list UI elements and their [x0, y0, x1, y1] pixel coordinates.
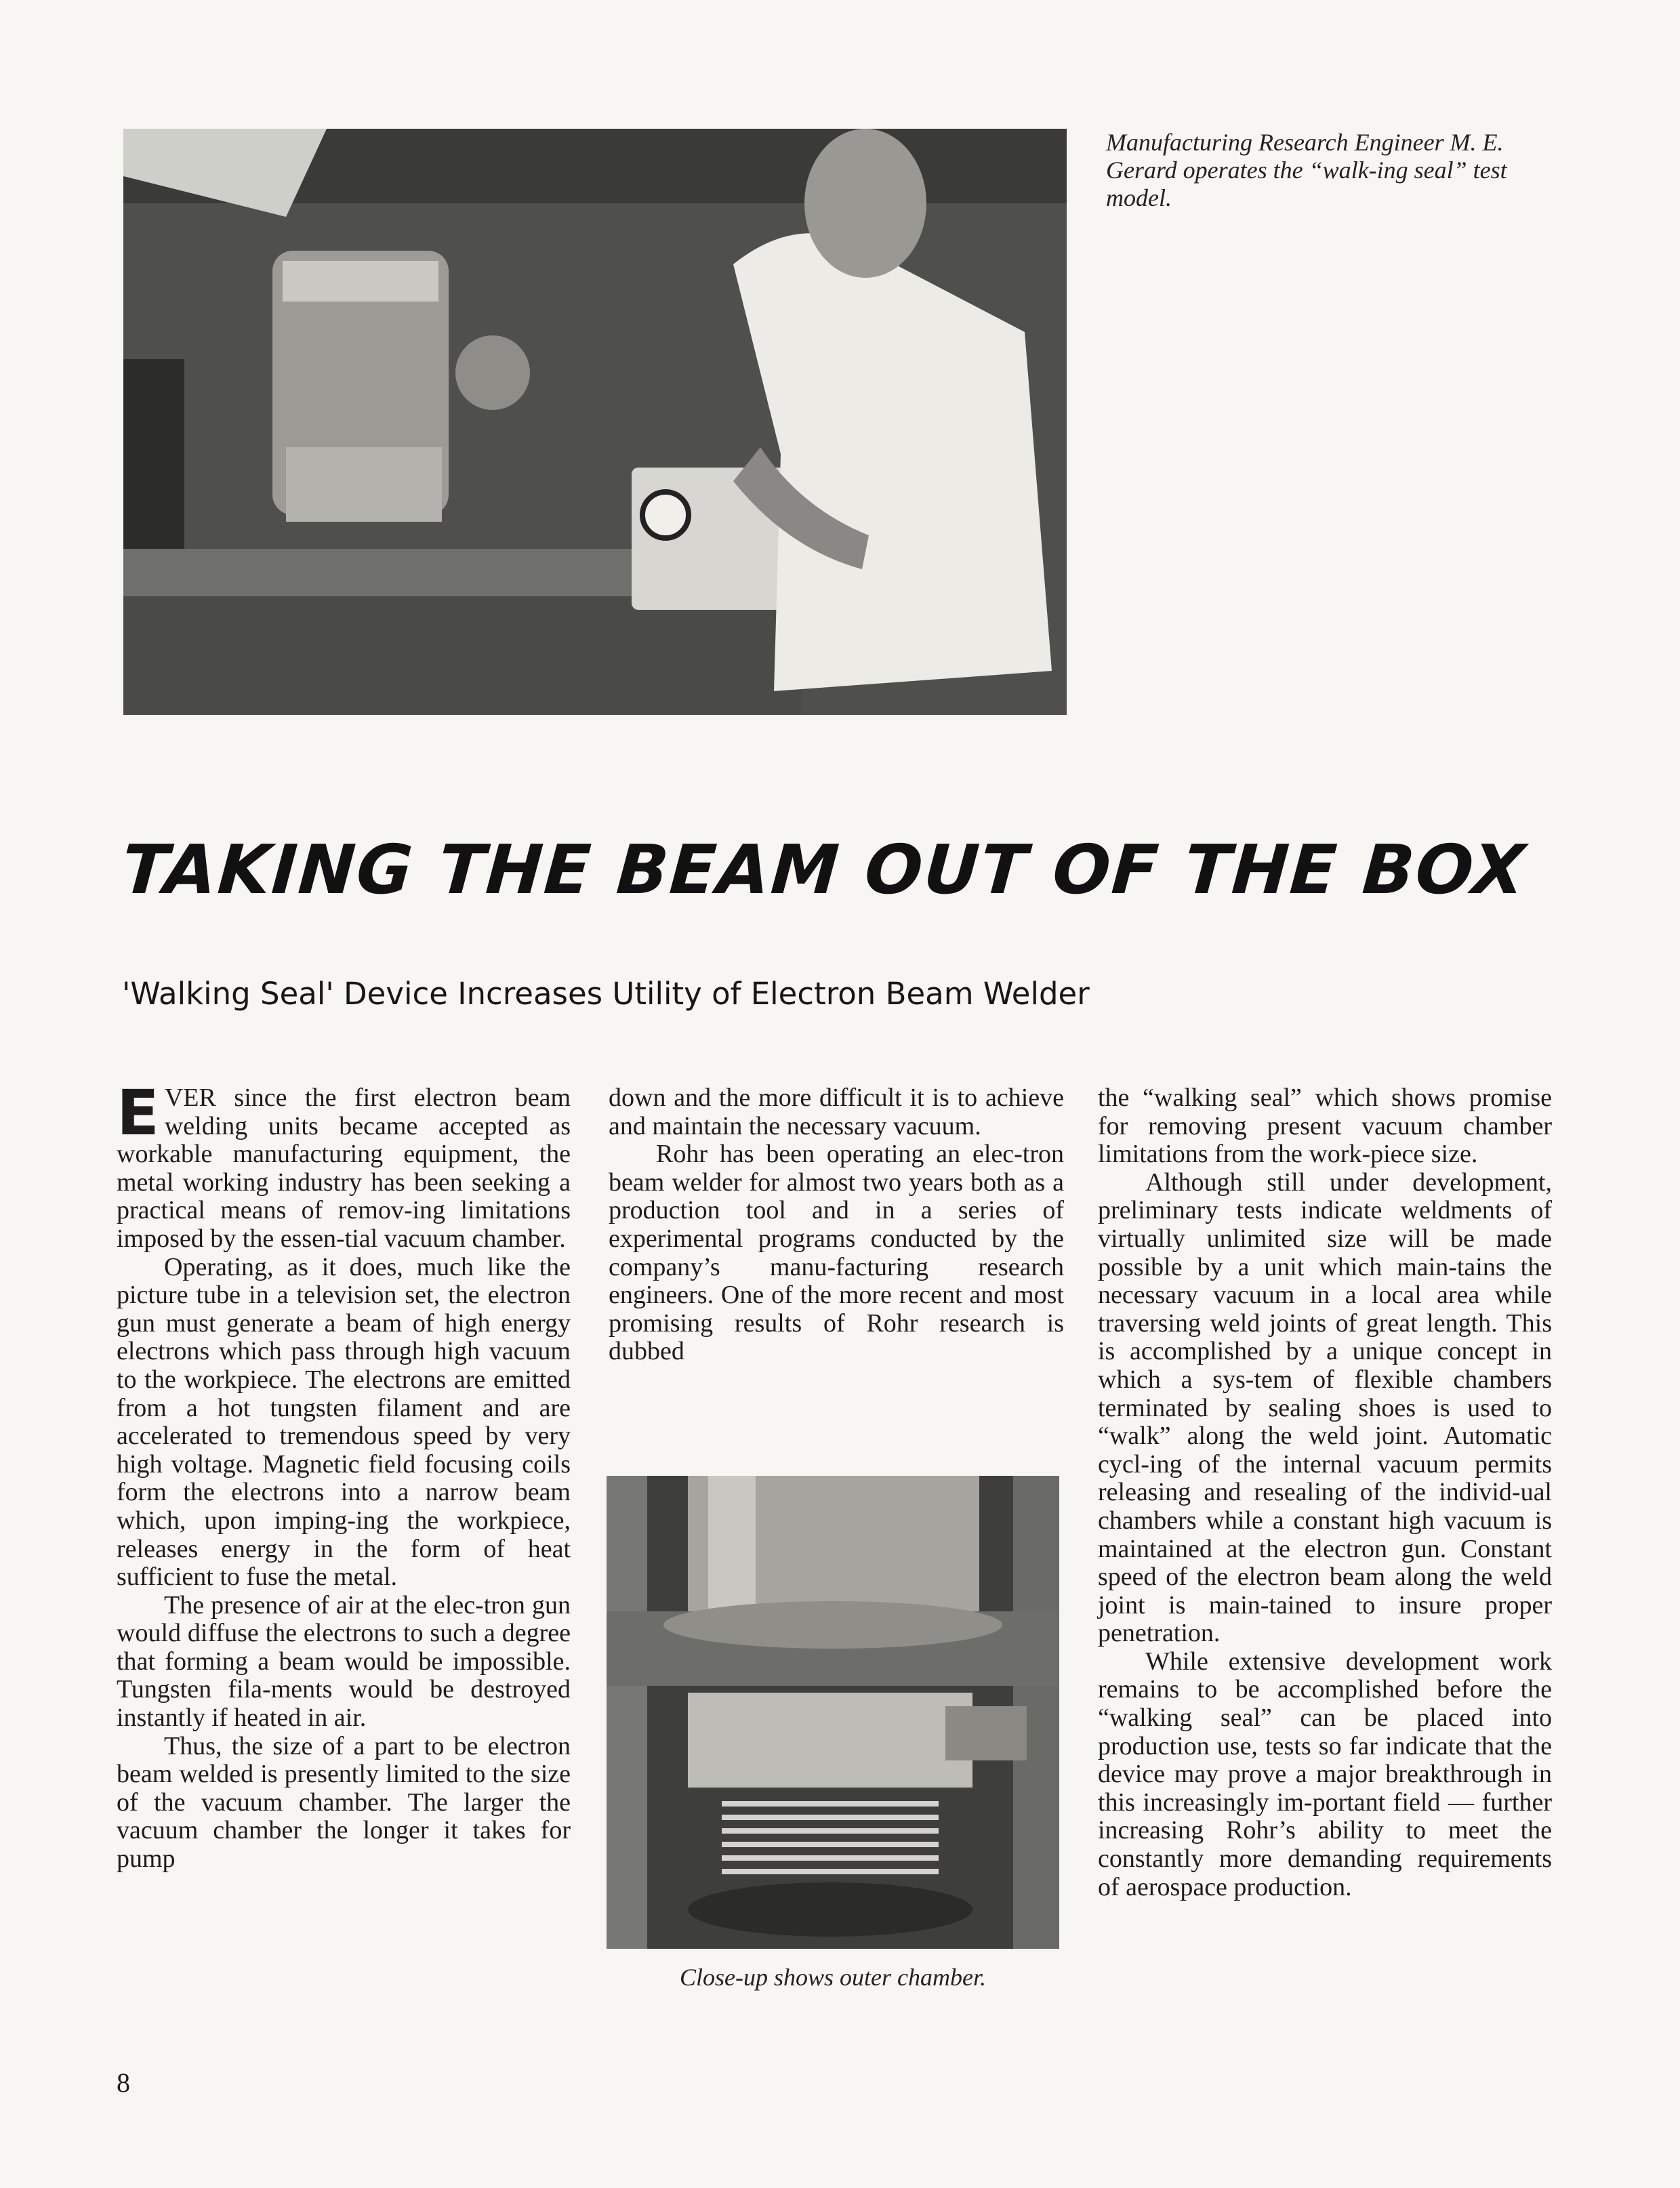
article-subheadline: 'Walking Seal' Device Increases Utility of Electron Beam Welder [122, 976, 1090, 1012]
photo-illustration [607, 1476, 1059, 1949]
drop-cap: E [117, 1077, 159, 1149]
article-column-1 [117, 1077, 571, 1874]
paragraph: Although still under development, preliminary tests indicate weldments of virtually unlimited size will be made possible by a unit which main-tains the necessary vacuum in a local area while traversing weld joints of great length. This is accomplished by a unique concept in which a sys-tem of flexible chambers terminated by sealing shoes is used to “walk” along the weld joint. Automatic cycl-ing of the internal vacuum permits releasing and resealing of the individ-ual chambers while a constant high vacuum is maintained at the electron gun. Constant speed of the electron beam along the weld joint is main-tained to insure proper penetration. [1098, 1168, 1552, 1648]
outer-chamber-closeup-photo [607, 1476, 1059, 1949]
man-operating-walking-seal-photo [123, 129, 1067, 715]
paragraph-text: VER since the first electron beam welding units became accepted as workable manufacturing equipment, the metal working industry has been seeking a practical means of remov-ing limitations imposed by the essen-tial vacuum chamber. [117, 1083, 571, 1253]
paragraph: Thus, the size of a part to be electron beam welded is presently limited to the size of the vacuum chamber. The larger the vacuum chamber the longer it takes for pump [117, 1731, 571, 1874]
article-headline: TAKING THE BEAM OUT OF THE BOX [119, 830, 1529, 909]
paragraph: down and the more difficult it is to achieve and maintain the necessary vacuum. [609, 1083, 1064, 1140]
paragraph: The presence of air at the elec-tron gun would diffuse the electrons to such a degree that forming a beam would be impossible. Tungsten fila-ments would be destroyed instantly if heated in air. [117, 1590, 571, 1733]
paragraph: Rohr has been operating an elec-tron beam welder for almost two years both as a production tool and in a series of experimental programs conducted by the company’s manu-facturing research engineers. One of the more recent and most promising results of Rohr research is dubbed [609, 1140, 1064, 1366]
paragraph: Operating, as it does, much like the picture tube in a television set, the electron gun must generate a beam of high energy electrons which pass through high vacuum to the workpiece. The electrons are emitted from a hot tungsten filament and are accelerated to tremendous speed by very high voltage. Magnetic field focusing coils form the electrons into a narrow beam which, upon imping-ing the workpiece, releases energy in the form of heat sufficient to fuse the metal. [117, 1252, 571, 1592]
top-photo-caption: Manufacturing Research Engineer M. E. Gerard operates the “walk-ing seal” test model. [1106, 129, 1507, 211]
bottom-photo-caption: Close-up shows outer chamber. [680, 1964, 986, 1991]
paragraph: the “walking seal” which shows promise for removing present vacuum chamber limitations from the work-piece size. [1098, 1083, 1552, 1169]
paragraph [117, 1077, 571, 1254]
article-column-2 [609, 1084, 1064, 1366]
photo-illustration [123, 129, 1067, 715]
page-number: 8 [117, 2067, 130, 2098]
article-column-3 [1098, 1084, 1552, 1901]
paragraph: While extensive development work remains to be accomplished before the “walking seal” can be placed into production use, tests so far indicate that the device may prove a major breakthrough in this increasingly im-portant field — further increasing Rohr’s ability to meet the constantly more demanding requirements of aerospace production. [1098, 1647, 1552, 1901]
